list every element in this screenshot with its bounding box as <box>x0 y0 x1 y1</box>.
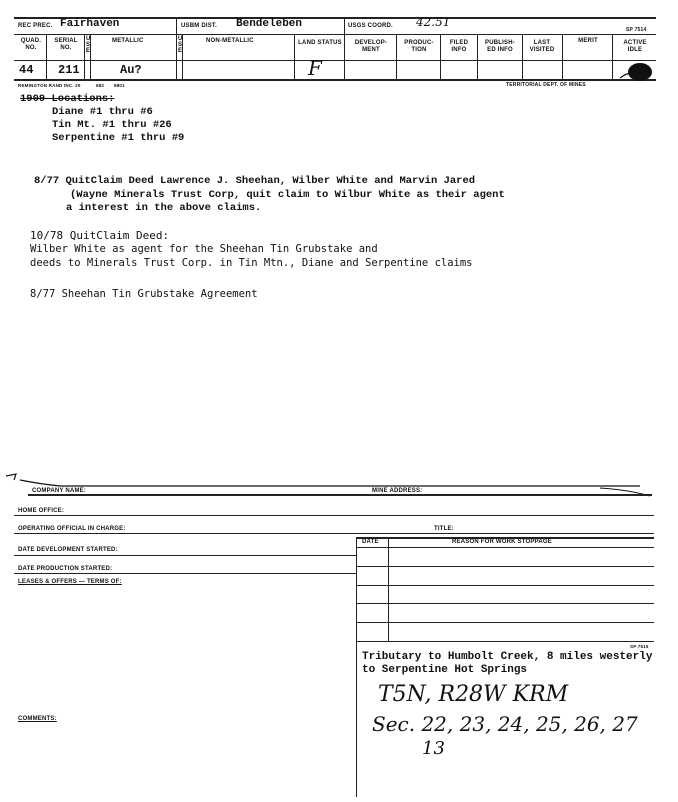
location-item: Serpentine #1 thru #9 <box>52 132 185 144</box>
leases-offers-label: LEASES & OFFERS — TERMS OF: <box>18 579 122 585</box>
location-line-2: to Serpentine Hot Springs <box>362 664 528 676</box>
col-active-idle: ACTIVE IDLE <box>623 40 647 53</box>
col-filed-info: FILED INFO <box>449 40 469 53</box>
handwritten-section-13: 13 <box>422 738 445 759</box>
territorial-label: TERRITORIAL DEPT. OF MINES <box>506 82 586 88</box>
ink-blot-mark <box>618 58 658 84</box>
entry1-line: (Wayne Minerals Trust Corp, quit claim to Wilbur White as their agent <box>70 189 505 201</box>
title-label: TITLE: <box>434 526 454 532</box>
col-land-status: LAND STATUS <box>298 40 342 46</box>
col-quad-no: QUAD. NO. <box>20 38 42 51</box>
date-development-started-label: DATE DEVELOPMENT STARTED: <box>18 547 118 553</box>
entry1-line: a interest in the above claims. <box>66 202 262 214</box>
location-item: Diane #1 thru #6 <box>52 106 153 118</box>
mine-address-label: MINE ADDRESS: <box>372 488 423 494</box>
col-merit: MERIT <box>578 38 598 44</box>
land-status-value: F <box>308 56 322 80</box>
col-production: PRODUC- TION <box>404 40 434 53</box>
entry1-line: 8/77 QuitClaim Deed Lawrence J. Sheehan, Wilber White and Marvin Jared <box>34 175 476 187</box>
date-header: DATE <box>362 539 379 545</box>
entry2-line: 10/78 QuitClaim Deed: <box>30 229 170 242</box>
usbm-dist-value: Bendeleben <box>236 18 303 30</box>
locations-title: 1909 Locations: <box>20 93 115 105</box>
usgs-coord-value: 42.51 <box>416 15 451 29</box>
col-use-2: U S E <box>178 36 183 54</box>
entry2-line: Wilber White as agent for the Sheehan Tin Grubstake and <box>30 243 378 255</box>
location-item: Tin Mt. #1 thru #26 <box>52 119 172 131</box>
entry3-line: 8/77 Sheehan Tin Grubstake Agreement <box>30 288 258 300</box>
serial-value: 211 <box>58 63 80 77</box>
col-published-info: PUBLISH- ED INFO <box>485 40 515 53</box>
operating-official-label: OPERATING OFFICIAL IN CHARGE: <box>18 526 126 532</box>
rec-prec-value: Fairhaven <box>60 18 120 30</box>
code-2: 8801 <box>114 83 125 88</box>
entry2-line: deeds to Minerals Trust Corp. in Tin Mtn., Diane and Serpentine claims <box>30 257 473 269</box>
metallic-value: Au? <box>120 63 142 77</box>
form-number-top: SP 7514 <box>626 27 647 33</box>
usgs-coord-label: USGS COORD. <box>348 23 393 29</box>
location-line-1: Tributary to Humbolt Creek, 8 miles westerly <box>362 651 653 663</box>
code-1: 682 <box>96 83 105 88</box>
handwritten-township: T5N, R28W KRM <box>378 682 569 707</box>
col-serial-no: SERIAL NO. <box>54 38 78 51</box>
printer-label: REMINGTON RAND INC. 20 <box>18 83 81 88</box>
usbm-dist-label: USBM DIST. <box>181 23 218 29</box>
handwritten-sections: Sec. 22, 23, 24, 25, 26, 27 <box>372 712 638 736</box>
company-name-label: COMPANY NAME: <box>32 488 87 494</box>
date-production-started-label: DATE PRODUCTION STARTED: <box>18 566 113 572</box>
col-development: DEVELOP- MENT <box>354 40 388 53</box>
col-use-1: U S E <box>86 36 91 54</box>
home-office-label: HOME OFFICE: <box>18 508 65 514</box>
reason-header: REASON FOR WORK STOPPAGE <box>452 539 552 545</box>
rec-prec-label: REC PREC. <box>18 23 53 29</box>
quad-value: 44 <box>19 63 34 77</box>
col-metallic: METALLIC <box>112 38 144 44</box>
form-number-bottom: SP 7515 <box>630 644 649 649</box>
col-last-visited: LAST VISITED <box>529 40 555 53</box>
comments-label: COMMENTS: <box>18 716 57 722</box>
col-non-metallic: NON-METALLIC <box>206 38 254 44</box>
